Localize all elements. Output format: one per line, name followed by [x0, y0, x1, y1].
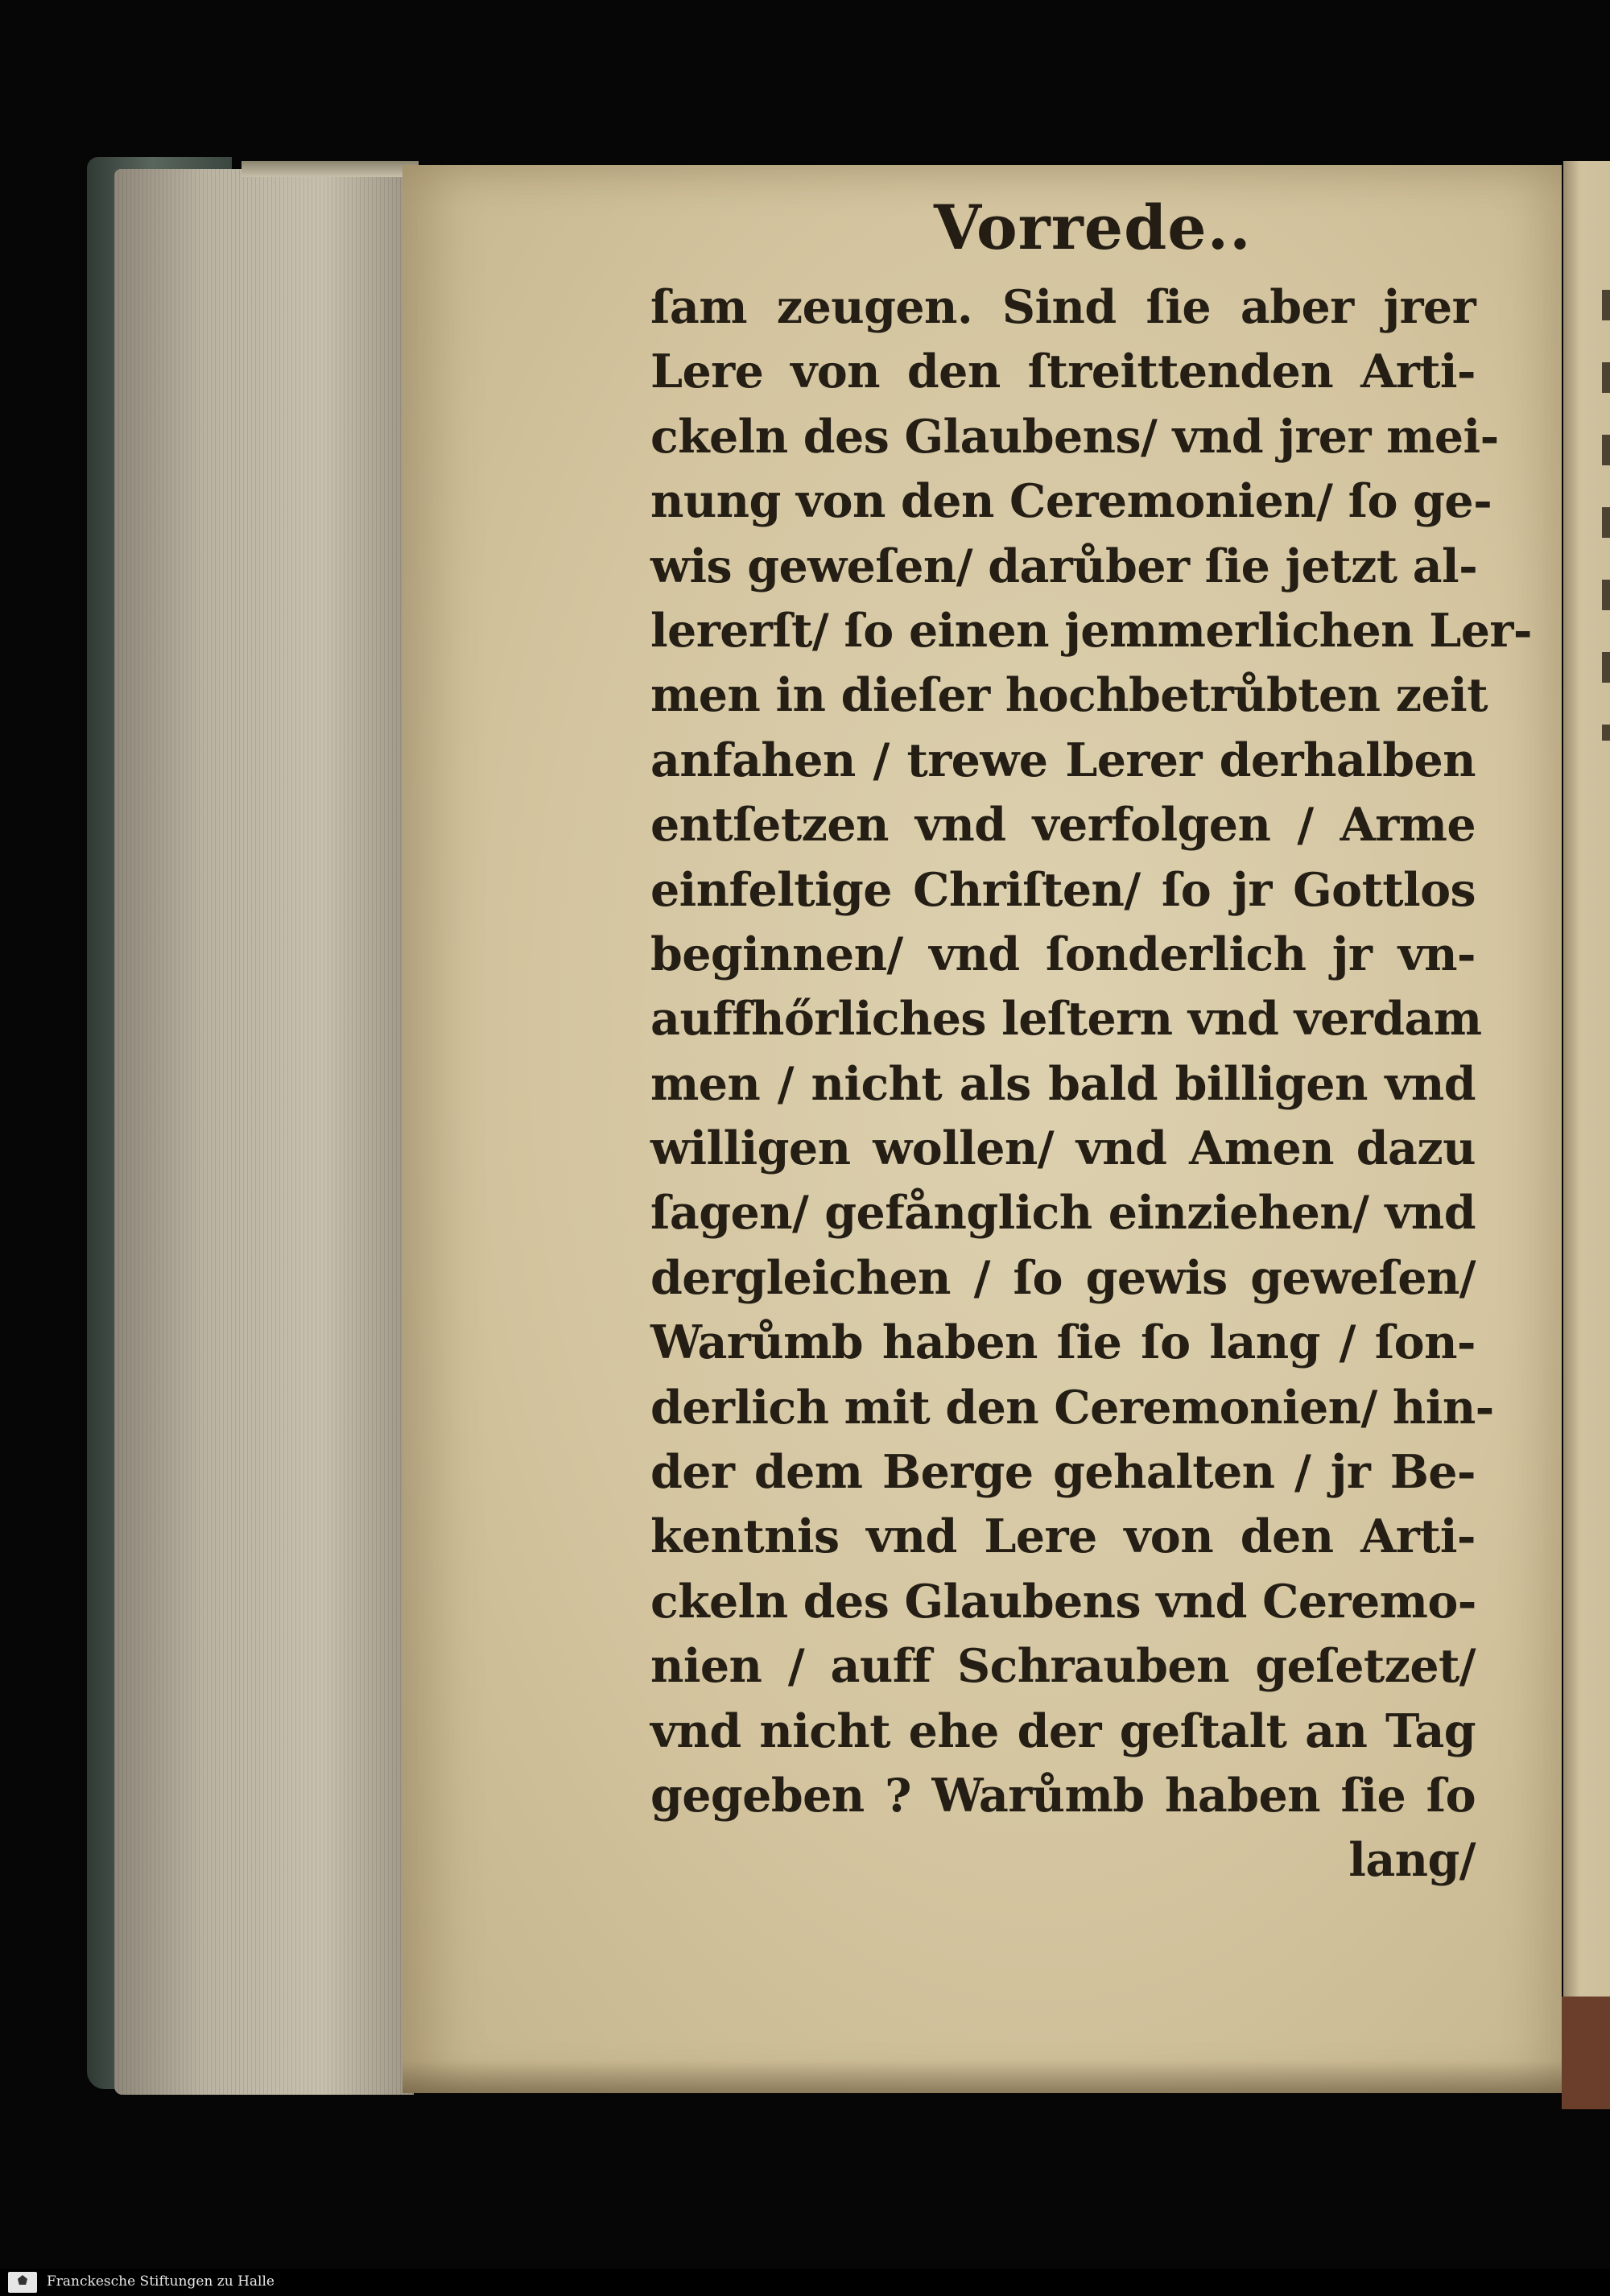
page-stack-top — [242, 161, 419, 177]
text-line: lererſt/ ſo einen jemmerlichen Ler- — [650, 603, 1532, 658]
text-line: nung von den Ceremonien/ ſo ge- — [650, 474, 1492, 529]
text-line: anfahen / trewe Lerer derhalben — [650, 733, 1476, 787]
text-line: einfeltige Chriſten/ ſo jr Gottlos — [650, 862, 1476, 917]
text-line: nien / auff Schrauben geſetzet/ — [650, 1639, 1476, 1694]
text-line: vnd nicht ehe der geſtalt an Tag — [650, 1703, 1476, 1758]
footer-institution-label[interactable]: Franckesche Stiftungen zu Halle — [47, 2273, 275, 2290]
text-line: entſetzen vnd verfolgen / Arme — [650, 798, 1476, 853]
text-line: ſam zeugen. Sind ſie aber jrer — [650, 280, 1476, 334]
facing-page-print-marks — [1602, 290, 1610, 741]
text-line: willigen wollen/ vnd Amen dazu — [650, 1121, 1476, 1176]
text-line: gegeben ? Warůmb haben ſie ſo — [650, 1768, 1476, 1823]
text-line: men / nicht als bald billigen vnd — [650, 1056, 1476, 1111]
text-line: Warůmb haben ſie ſo lang / ſon- — [650, 1315, 1476, 1370]
text-line: wis geweſen/ darůber ſie jetzt al- — [650, 539, 1478, 593]
text-line: ckeln des Glaubens/ vnd jrer mei- — [650, 409, 1499, 464]
text-line: auffhőrliches leſtern vnd verdam — [650, 992, 1482, 1047]
page-bottom-shadow — [402, 2061, 1562, 2093]
text-line: beginnen/ vnd ſonderlich jr vn- — [650, 927, 1476, 981]
facing-cover-corner — [1562, 1997, 1610, 2109]
text-line: ckeln des Glaubens vnd Ceremo- — [650, 1574, 1476, 1629]
page-text-block — [650, 275, 1532, 1893]
text-line: kentnis vnd Lere von den Arti- — [650, 1509, 1476, 1564]
page-stack-fore-edge — [114, 169, 414, 2095]
running-head: Vorrede.. — [934, 192, 1252, 263]
text-line: men in dieſer hochbetrůbten zeit — [650, 668, 1488, 723]
text-line: derlich mit den Ceremonien/ hin- — [650, 1380, 1494, 1435]
text-line: Lere von den ſtreittenden Arti- — [650, 345, 1476, 399]
text-line: der dem Berge gehalten / jr Be- — [650, 1445, 1476, 1500]
text-line: dergleichen / ſo gewis geweſen/ — [650, 1250, 1476, 1305]
footer-bar — [0, 2269, 1610, 2296]
franckesche-stiftungen-logo-icon — [8, 2272, 37, 2293]
text-line: ſagen/ gefånglich einziehen/ vnd — [650, 1186, 1476, 1241]
catchword-line: lang/ — [1348, 1833, 1476, 1888]
